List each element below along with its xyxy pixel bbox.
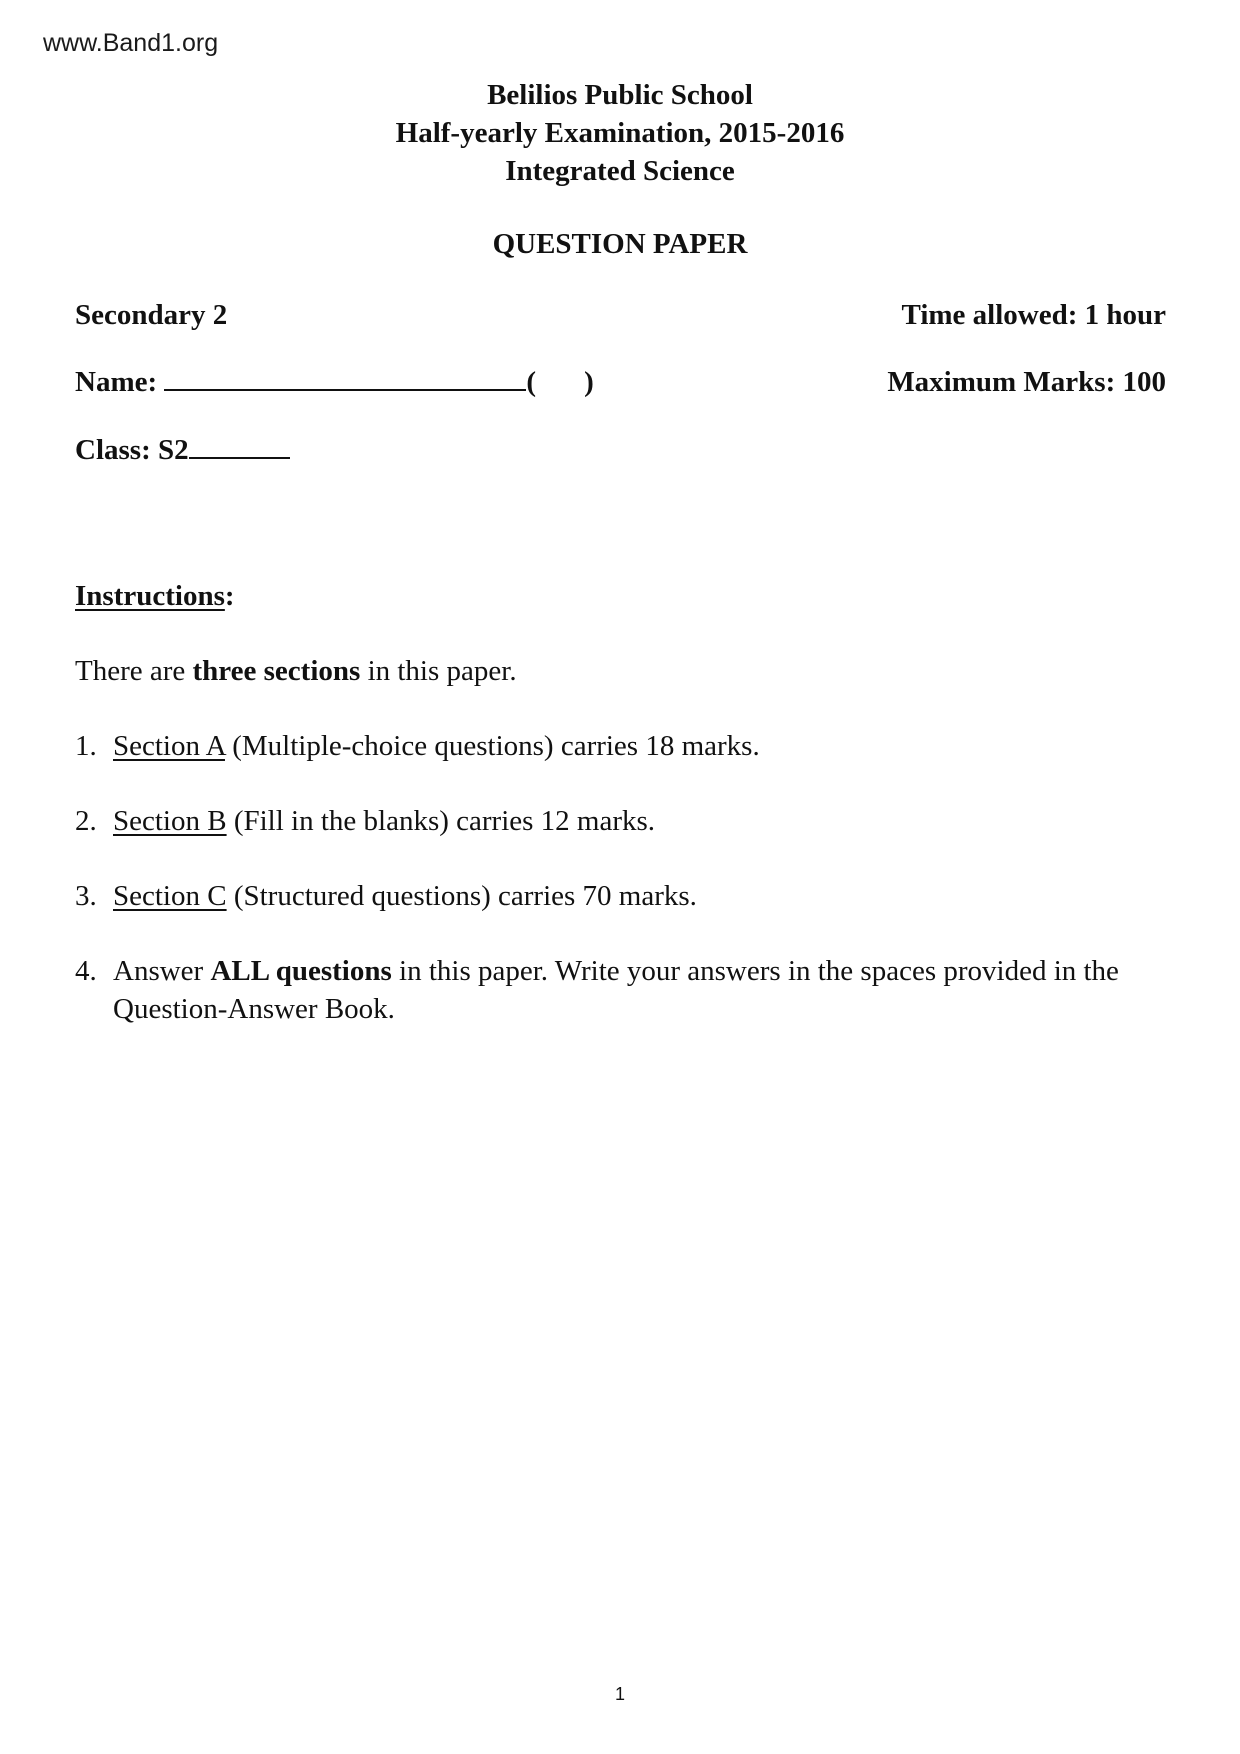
item-post: in this paper. Write your answers in the spaces provided in the (391, 955, 1119, 987)
item-text: (Fill in the blanks) carries 12 marks. (226, 805, 656, 837)
item-pre: Answer (113, 955, 211, 987)
instructions-intro (75, 653, 517, 689)
item-text: (Multiple-choice questions) carries 18 marks. (224, 730, 760, 762)
item-section: Section C (113, 880, 227, 912)
instructions-colon: : (224, 580, 235, 612)
intro-post: in this paper. (360, 655, 517, 687)
time-allowed: Time allowed: 1 hour (901, 299, 1166, 331)
instructions-heading (75, 578, 235, 614)
paper-type: QUESTION PAPER (492, 228, 748, 260)
exam-title: Half-yearly Examination, 2015-2016 (395, 117, 845, 149)
item-bold: ALL questions (210, 955, 392, 987)
instructions-title: Instructions (75, 580, 225, 612)
item-text: (Structured questions) carries 70 marks. (226, 880, 697, 912)
instruction-item (75, 727, 760, 765)
name-label: Name: (75, 366, 158, 398)
instruction-item (75, 952, 1119, 1028)
item-section: Section A (113, 730, 225, 762)
class-field[interactable] (189, 435, 290, 459)
level-label: Secondary 2 (75, 299, 228, 331)
item-number: 4. (75, 955, 97, 987)
school-name: Belilios Public School (487, 79, 753, 111)
item-continuation: Question-Answer Book. (113, 993, 395, 1025)
subject-title: Integrated Science (505, 155, 735, 187)
name-field[interactable] (164, 367, 526, 391)
instruction-item (75, 877, 697, 915)
page-number: 1 (614, 1684, 625, 1704)
class-number-close-paren: ) (584, 366, 594, 398)
name-line (75, 364, 594, 400)
intro-pre: There are (75, 655, 193, 687)
class-number-open-paren: ( (526, 366, 537, 398)
item-number: 2. (75, 805, 97, 837)
maximum-marks: Maximum Marks: 100 (887, 366, 1166, 398)
item-section: Section B (113, 805, 227, 837)
class-line (75, 432, 290, 468)
exam-header (0, 76, 1240, 190)
item-number: 3. (75, 880, 97, 912)
intro-bold: three sections (192, 655, 361, 687)
item-number: 1. (75, 730, 97, 762)
watermark: www.Band1.org (43, 29, 219, 57)
instruction-item (75, 802, 655, 840)
class-label: Class: S2 (75, 434, 189, 466)
